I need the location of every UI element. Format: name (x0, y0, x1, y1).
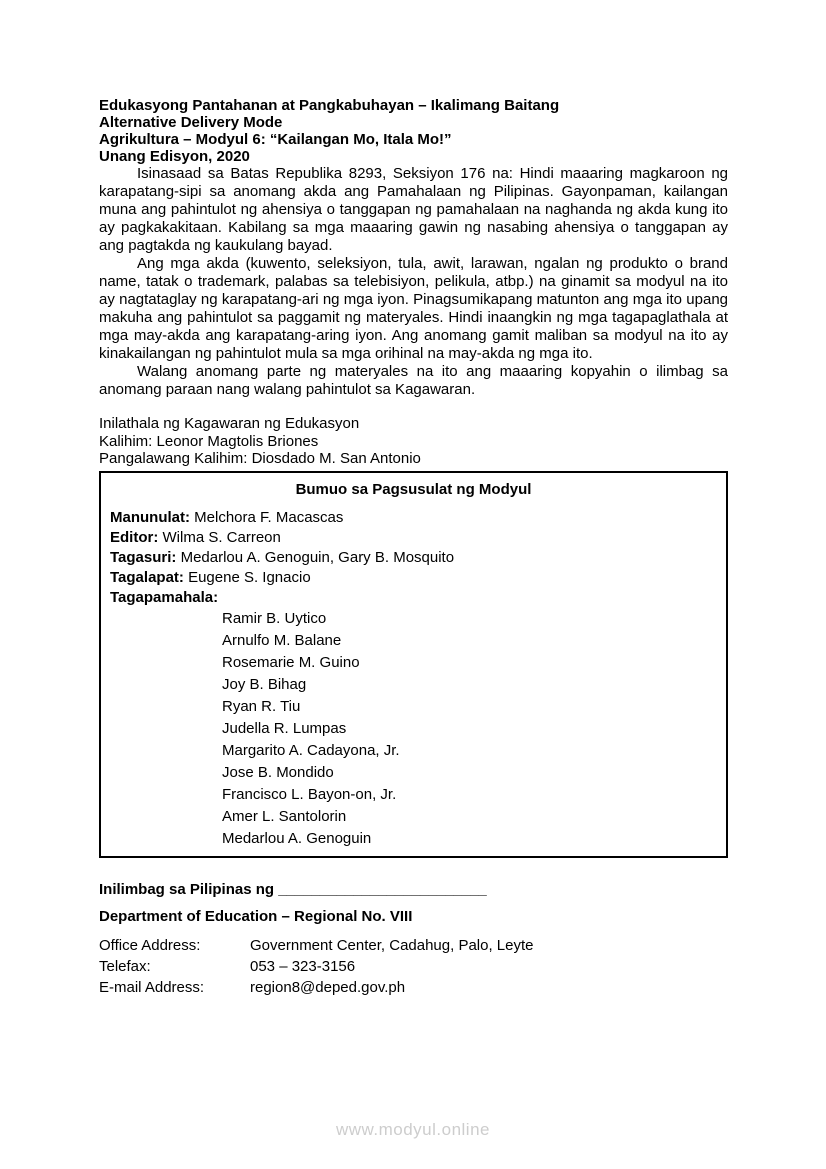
role-row-management (110, 588, 717, 608)
contact-row-email (99, 977, 728, 998)
contact-row-office-address (99, 935, 728, 956)
printed-in-line (99, 881, 728, 898)
contact-info (99, 935, 728, 998)
contact-row-telefax (99, 956, 728, 977)
role-value: Eugene S. Ignacio (188, 568, 311, 586)
role-label: Tagasuri: (110, 548, 177, 566)
role-label: Editor: (110, 528, 159, 546)
watermark: www.modyul.online (335, 1120, 490, 1139)
publisher-line: Inilathala ng Kagawaran ng Edukasyon (99, 415, 360, 432)
manager-name: Amer L. Santolorin (222, 807, 347, 825)
undersecretary-line: Pangalawang Kalihim: Diosdado M. San Antonio (99, 450, 421, 467)
doc-header (99, 97, 728, 165)
manager-name: Margarito A. Cadayona, Jr. (222, 741, 400, 759)
header-line-mode: Alternative Delivery Mode (99, 114, 283, 131)
team-roles-list (110, 508, 717, 608)
manager-name: Medarlou A. Genoguin (222, 829, 372, 847)
contact-value: Government Center, Cadahug, Palo, Leyte (250, 936, 534, 954)
role-label: Tagapamahala: (110, 588, 219, 606)
manager-name: Jose B. Mondido (222, 763, 334, 781)
contact-value: region8@deped.gov.ph (250, 978, 406, 996)
role-row-reviewer (110, 548, 717, 568)
role-row-writer (110, 508, 717, 528)
contact-label: Telefax: (99, 957, 151, 975)
manager-name: Francisco L. Bayon-on, Jr. (222, 785, 397, 803)
document-content (99, 97, 728, 998)
manager-name: Judella R. Lumpas (222, 719, 347, 737)
manager-name: Rosemarie M. Guino (222, 653, 360, 671)
header-line-subject: Edukasyong Pantahanan at Pangkabuhayan – Ikalimang Baitang (99, 97, 560, 114)
role-value: Melchora F. Macascas (194, 508, 344, 526)
publisher-block (99, 415, 728, 468)
role-value: Wilma S. Carreon (162, 528, 281, 546)
printed-in-label: Inilimbag sa Pilipinas ng (99, 880, 275, 898)
role-row-layout-artist (110, 568, 717, 588)
manager-name: Ryan R. Tiu (222, 697, 301, 715)
role-label: Manunulat: (110, 508, 190, 526)
header-line-edition: Unang Edisyon, 2020 (99, 148, 250, 165)
contact-value: 053 – 323-3156 (250, 957, 356, 975)
team-box-title: Bumuo sa Pagsusulat ng Modyul (295, 480, 532, 498)
development-team-box (99, 471, 728, 858)
manager-name: Ramir B. Uytico (222, 609, 327, 627)
printed-in-blank: _________________________ (278, 880, 487, 898)
contact-label: Office Address: (99, 936, 201, 954)
office-name: Department of Education – Regional No. VIII (99, 907, 413, 925)
role-value: Medarlou A. Genoguin, Gary B. Mosquito (180, 548, 455, 566)
role-row-editor (110, 528, 717, 548)
header-line-module-title: Agrikultura – Modyul 6: “Kailangan Mo, Itala Mo!” (99, 131, 452, 148)
manager-name: Joy B. Bihag (222, 675, 307, 693)
manager-name: Arnulfo M. Balane (222, 631, 342, 649)
copyright-paragraph-3: Walang anomang parte ng materyales na ito ang maaaring kopyahin o ilimbag sa anomang paraan nang walang pahintulot sa Kagawaran. (99, 363, 728, 398)
copyright-paragraph-2: Ang mga akda (kuwento, seleksiyon, tula, awit, larawan, ngalan ng produkto o brand name, tatak o trademark, palabas sa telebisiyon, pelikula, atbp.) na ginamit sa modyul na ito ay nagtataglay ng karapatang-ari ng mga iyon. Pinagsumikapang matunton ang mga ito upang makuha ang pahintulot sa paggamit ng materyales. Hindi inaangkin ng mga tagapaglathala at mga may-akda ang karapatang-aring iyon. Ang anomang gamit maliban sa modyul na ito ay kinakailangan ng pahintulot mula sa mga orihinal na may-akda ng mga ito. (99, 255, 728, 362)
contact-label: E-mail Address: (99, 978, 205, 996)
managers-list (222, 608, 717, 850)
role-label: Tagalapat: (110, 568, 184, 586)
copyright-paragraph-1: Isinasaad sa Batas Republika 8293, Seksiyon 176 na: Hindi maaaring magkaroon ng karapatang-sipi sa anomang akda ang Pamahalaan ng Pilipinas. Gayonpaman, kailangan muna ang pahintulot ng ahensiya o tanggapan ng pamahalaan na naghanda ng akda kung ito ay pagkakakitaan. Kabilang sa mga maaaring gawin ng nasabing ahensiya o tanggapan ay ang pagtakda ng kaukulang bayad. (99, 165, 728, 254)
secretary-line: Kalihim: Leonor Magtolis Briones (99, 432, 319, 450)
